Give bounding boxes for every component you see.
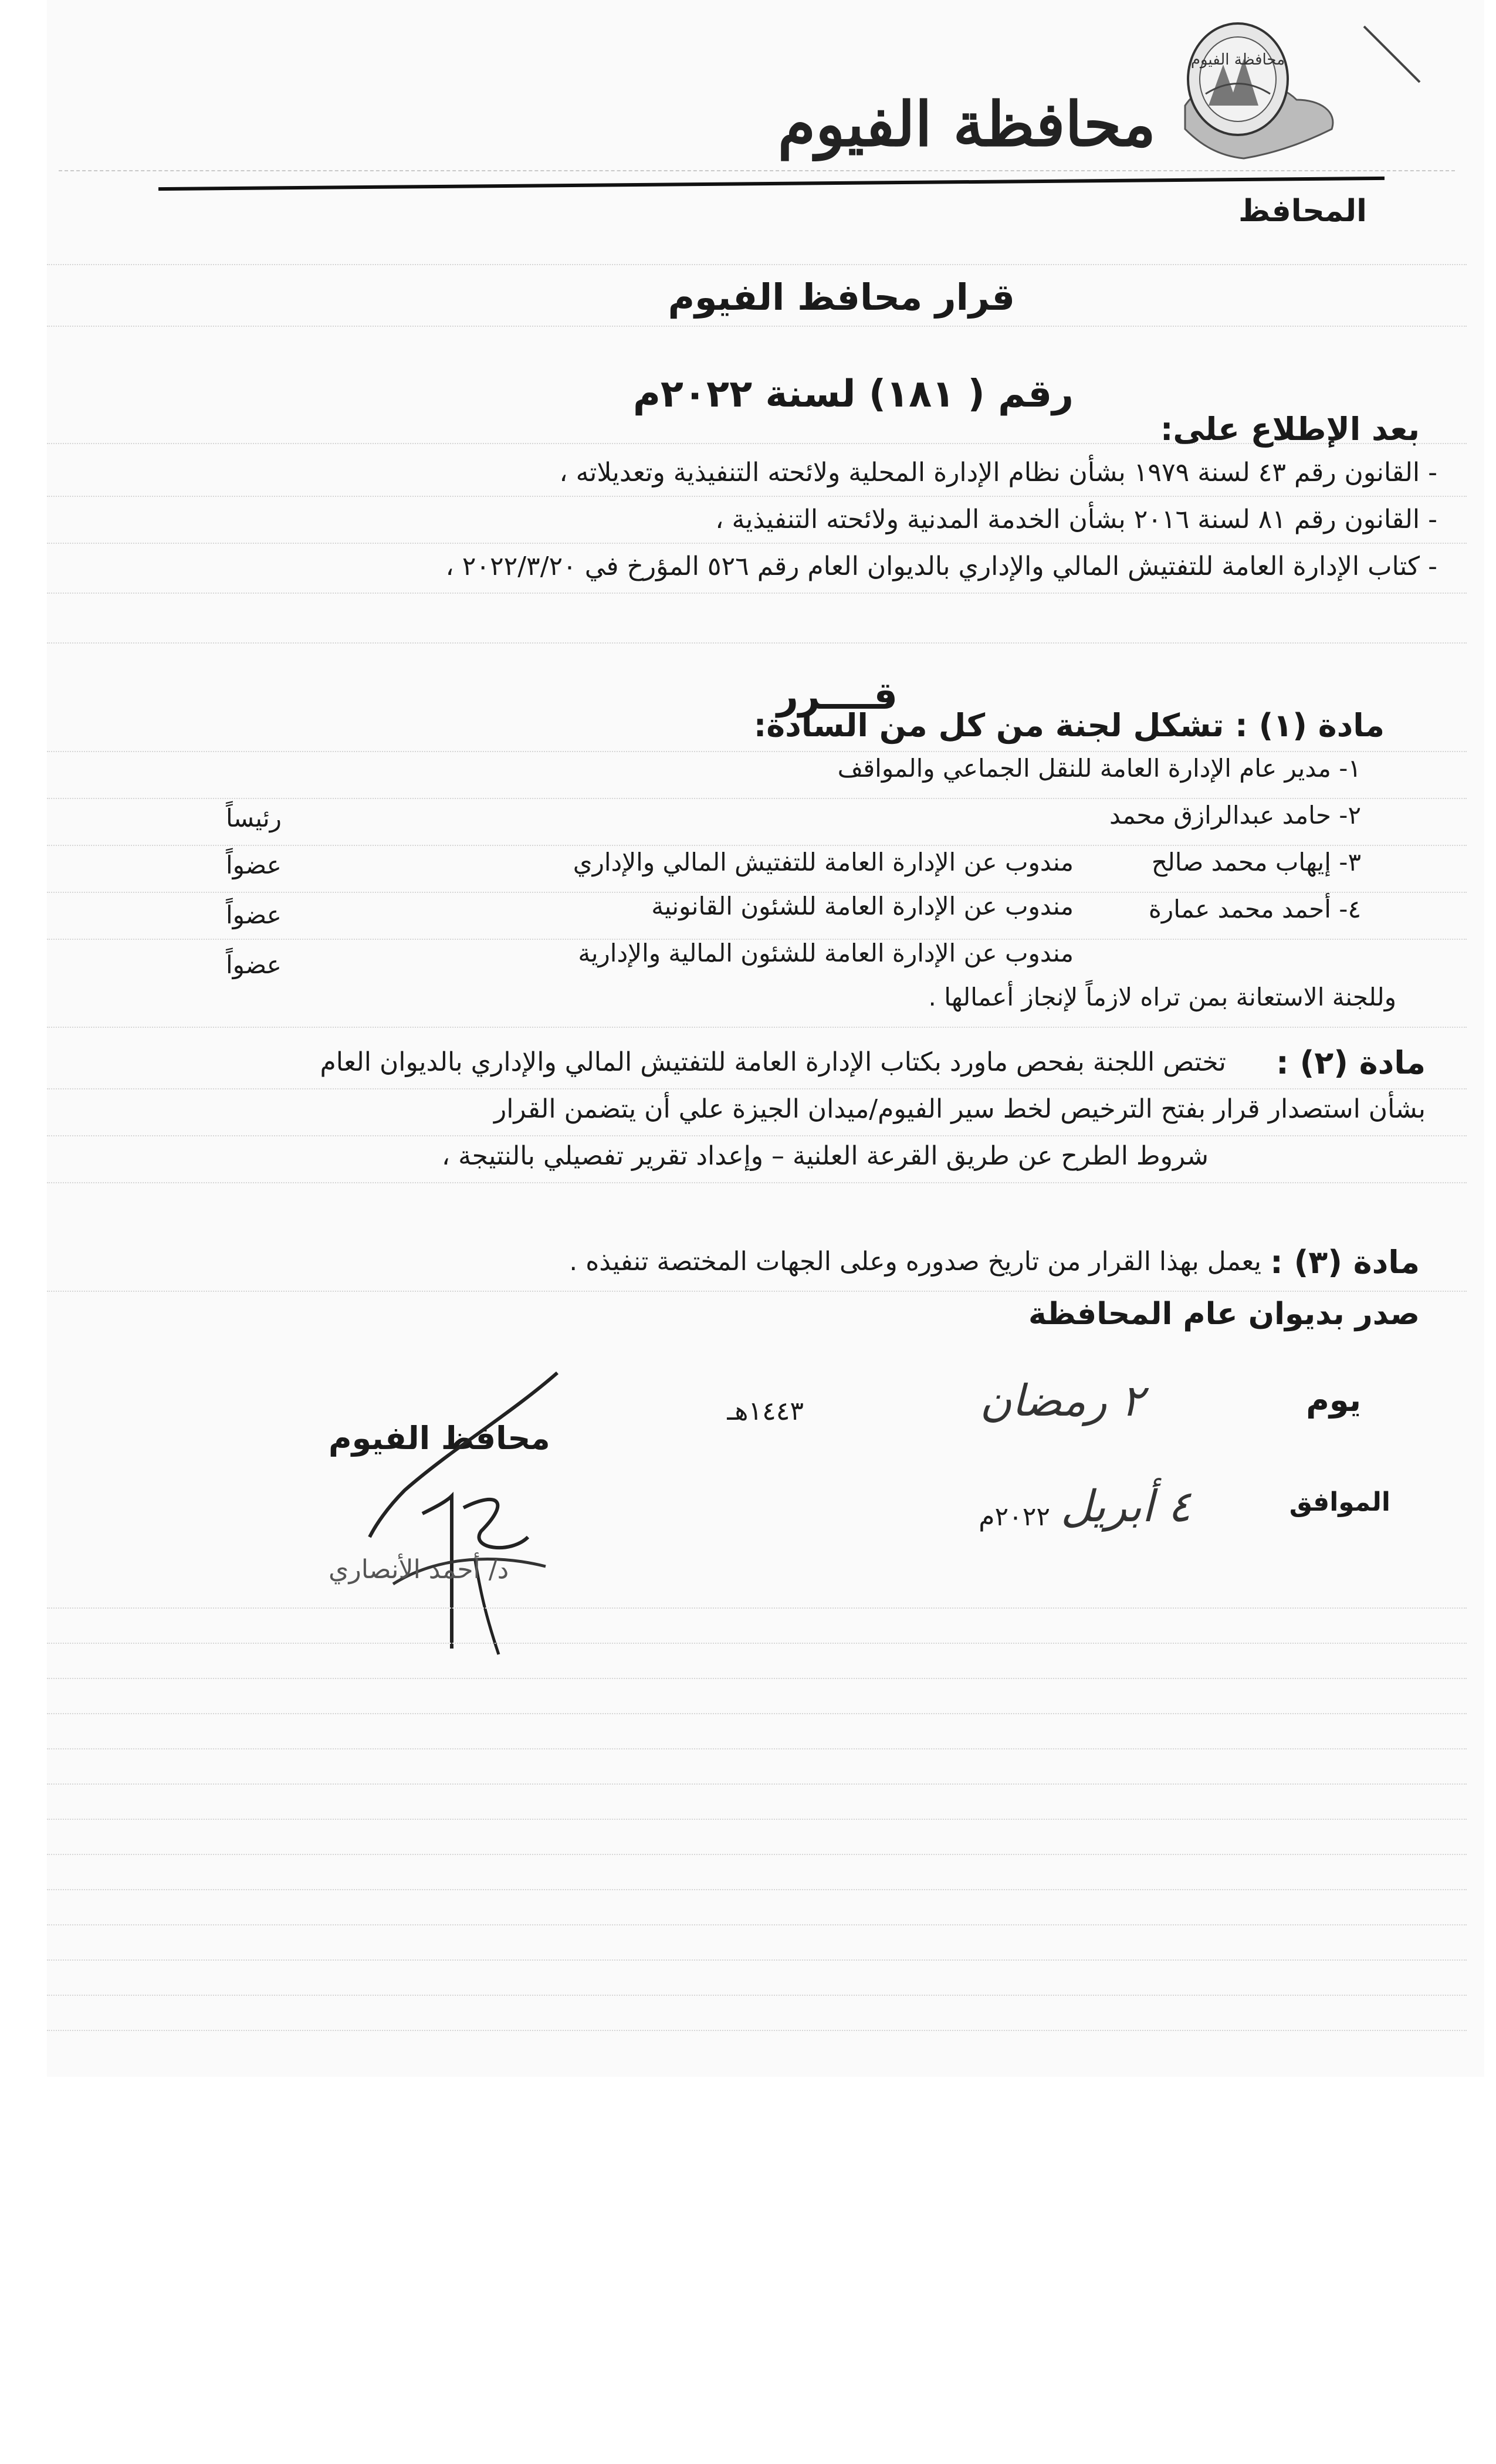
article2-line: تختص اللجنة بفحص ماورد بكتاب الإدارة العامة للتفتيش المالي والإداري بالديوان العام [320,1047,1226,1077]
hijri-date-handwritten: ٢ رمضان [980,1376,1144,1426]
member-text: ٤- أحمد محمد عمارة [1148,895,1361,923]
greg-date-handwritten: ٤ أبريل [1061,1481,1191,1532]
preamble-item: - كتاب الإدارة العامة للتفتيش المالي والإداري بالديوان العام رقم ٥٢٦ المؤرخ في ٢٠٢٢/٣/٢٠ ، [445,551,1437,581]
member-text: ١- مدير عام الإدارة العامة للنقل الجماعي والمواقف [837,754,1361,783]
preamble-item: - القانون رقم ٤٣ لسنة ١٩٧٩ بشأن نظام الإدارة المحلية ولائحته التنفيذية وتعديلاته ، [559,458,1437,488]
member-role: عضواً [226,901,282,929]
member-text: ٣- إيهاب محمد صالح [1151,848,1361,876]
emblem-text: محافظة الفيوم [1190,51,1285,69]
article1-note: وللجنة الاستعانة بمن تراه لازماً لإنجاز أعمالها . [928,983,1396,1011]
decision-number: رقم ( ١٨١) لسنة ٢٠٢٢م [633,373,1074,416]
member-rep: مندوب عن الإدارة العامة للشئون القانونية [651,892,1074,920]
member-rep: مندوب عن الإدارة العامة للتفتيش المالي والإداري [573,848,1074,876]
document-sheet [47,0,1484,2077]
hijri-year: ١٤٤٣هـ [727,1396,804,1426]
corner-mark [1361,23,1426,88]
preamble-heading: بعد الإطلاع على: [1160,411,1420,448]
member-role: عضواً [226,950,282,979]
governorate-emblem [1162,18,1355,164]
decision-title: قرار محافظ الفيوم [668,276,1015,319]
article1-heading: مادة (١) : تشكل لجنة من كل من السادة: [753,707,1385,744]
article2-line: بشأن استصدار قرار بفتح الترخيص لخط سير الفيوم/ميدان الجيزة علي أن يتضمن القرار [493,1094,1426,1124]
office-label: المحافظ [1238,194,1367,229]
day-label: يوم [1306,1382,1361,1419]
member-text: ٢- حامد عبدالرازق محمد [1109,801,1361,830]
signer-title: محافظ الفيوم [329,1420,550,1457]
governorate-title: محافظة الفيوم [777,88,1156,160]
greg-label: الموافق [1289,1487,1390,1517]
article3-text: يعمل بهذا القرار من تاريخ صدوره وعلى الجهات المختصة تنفيذه . [569,1247,1261,1277]
member-role: رئيساً [226,804,282,832]
header-rule [158,177,1385,191]
article3-heading: مادة (٣) : [1270,1244,1420,1281]
member-role: عضواً [226,851,282,879]
issued-line: صدر بديوان عام المحافظة [1028,1297,1420,1332]
signer-name: د/ أحمد الأنصاري [329,1555,509,1585]
member-rep: مندوب عن الإدارة العامة للشئون المالية والإدارية [578,939,1074,967]
handwritten-signature [334,1361,628,1666]
article2-line: شروط الطرح عن طريق القرعة العلنية – وإعداد تقرير تفصيلي بالنتيجة ، [441,1141,1209,1171]
greg-year: ٢٠٢٢م [979,1502,1050,1532]
article2-heading: مادة (٢) : [1276,1044,1426,1081]
decided-heading: قــــرر [776,675,898,718]
preamble-item: - القانون رقم ٨١ لسنة ٢٠١٦ بشأن الخدمة المدنية ولائحته التنفيذية ، [715,505,1437,534]
